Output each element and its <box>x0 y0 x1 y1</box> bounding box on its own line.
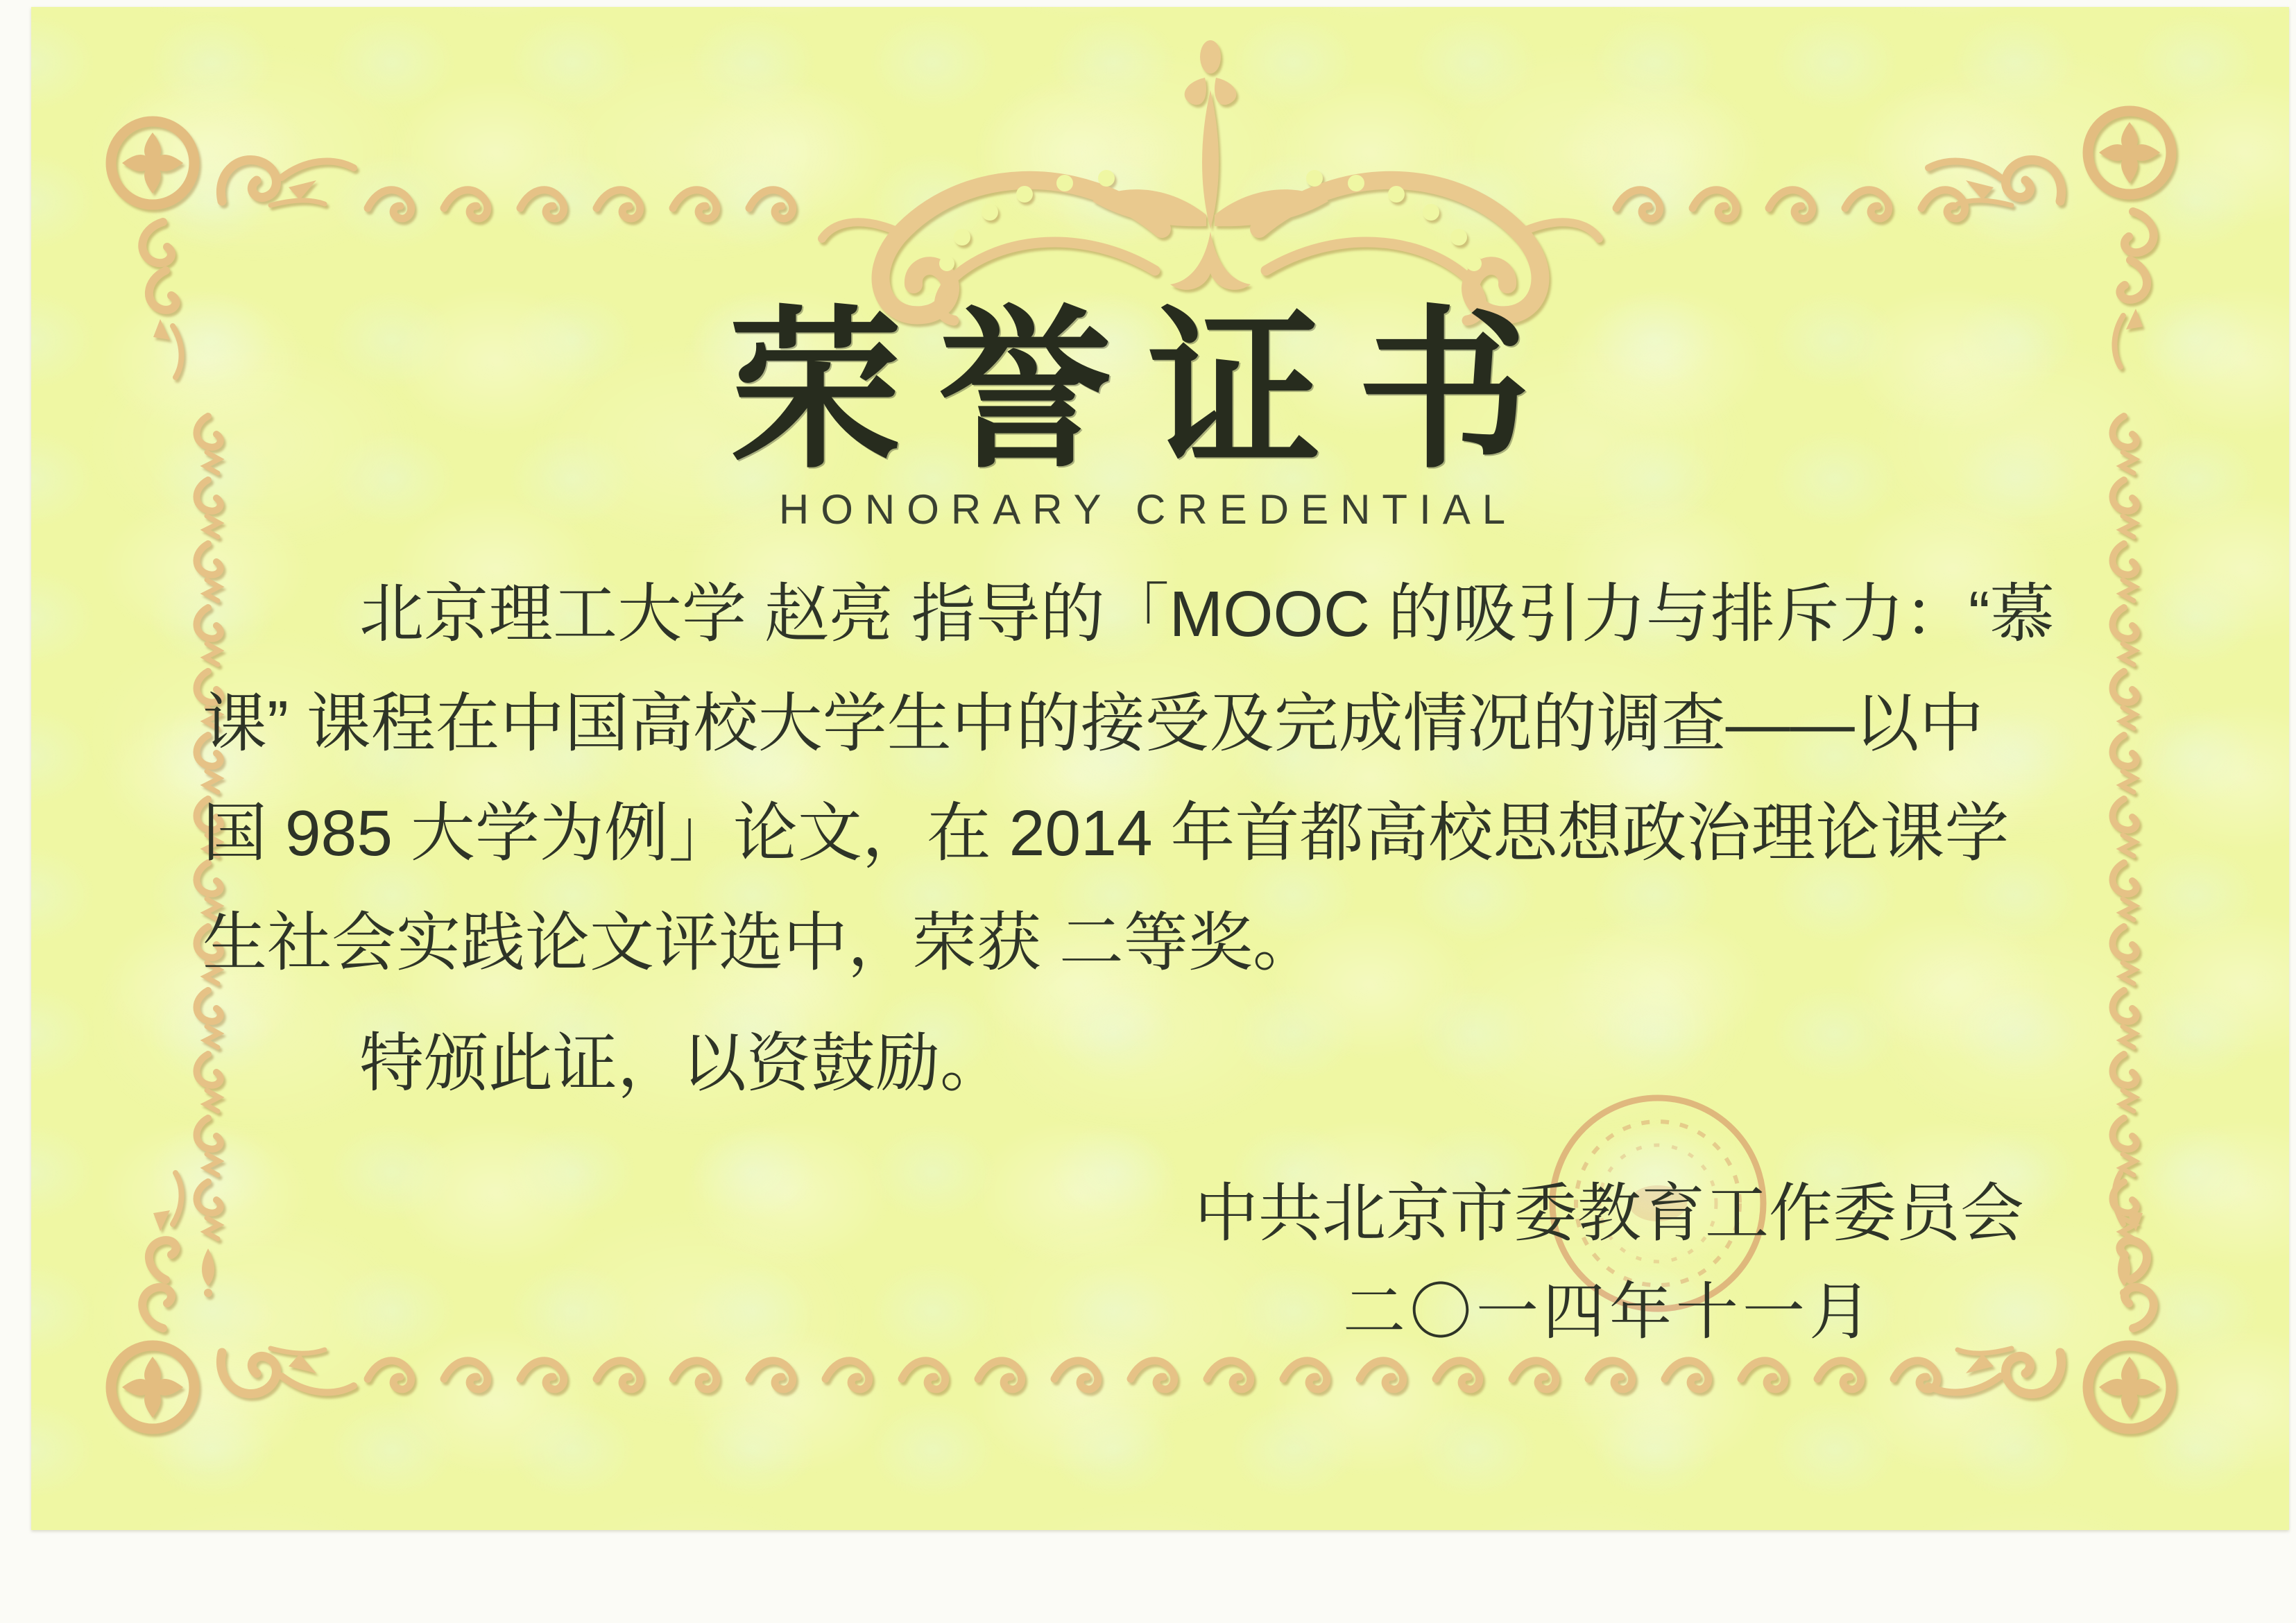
certificate-title: 荣誉证书 <box>729 288 1567 492</box>
body-line-1: 北京理工大学 赵亮 指导的「MOOC 的吸引力与排斥力：“慕 <box>359 578 2055 650</box>
certificate-body <box>203 559 2124 997</box>
closing-line: 特颁此证，以资鼓励。 <box>359 1027 1004 1099</box>
certificate-subtitle: HONORARY CREDENTIAL <box>778 486 1518 533</box>
body-line-3: 国 985 大学为例」论文，在 2014 年首都高校思想政治理论课学 <box>203 797 2010 869</box>
body-line-2: 课” 课程在中国高校大学生中的接受及完成情况的调查——以中 <box>203 687 1984 759</box>
issue-date: 二〇一四年十一月 <box>1343 1278 1876 1347</box>
body-line-4: 生社会实践论文评选中，荣获 二等奖。 <box>203 907 1317 979</box>
issuer-name: 中共北京市委教育工作委员会 <box>1194 1178 2024 1249</box>
